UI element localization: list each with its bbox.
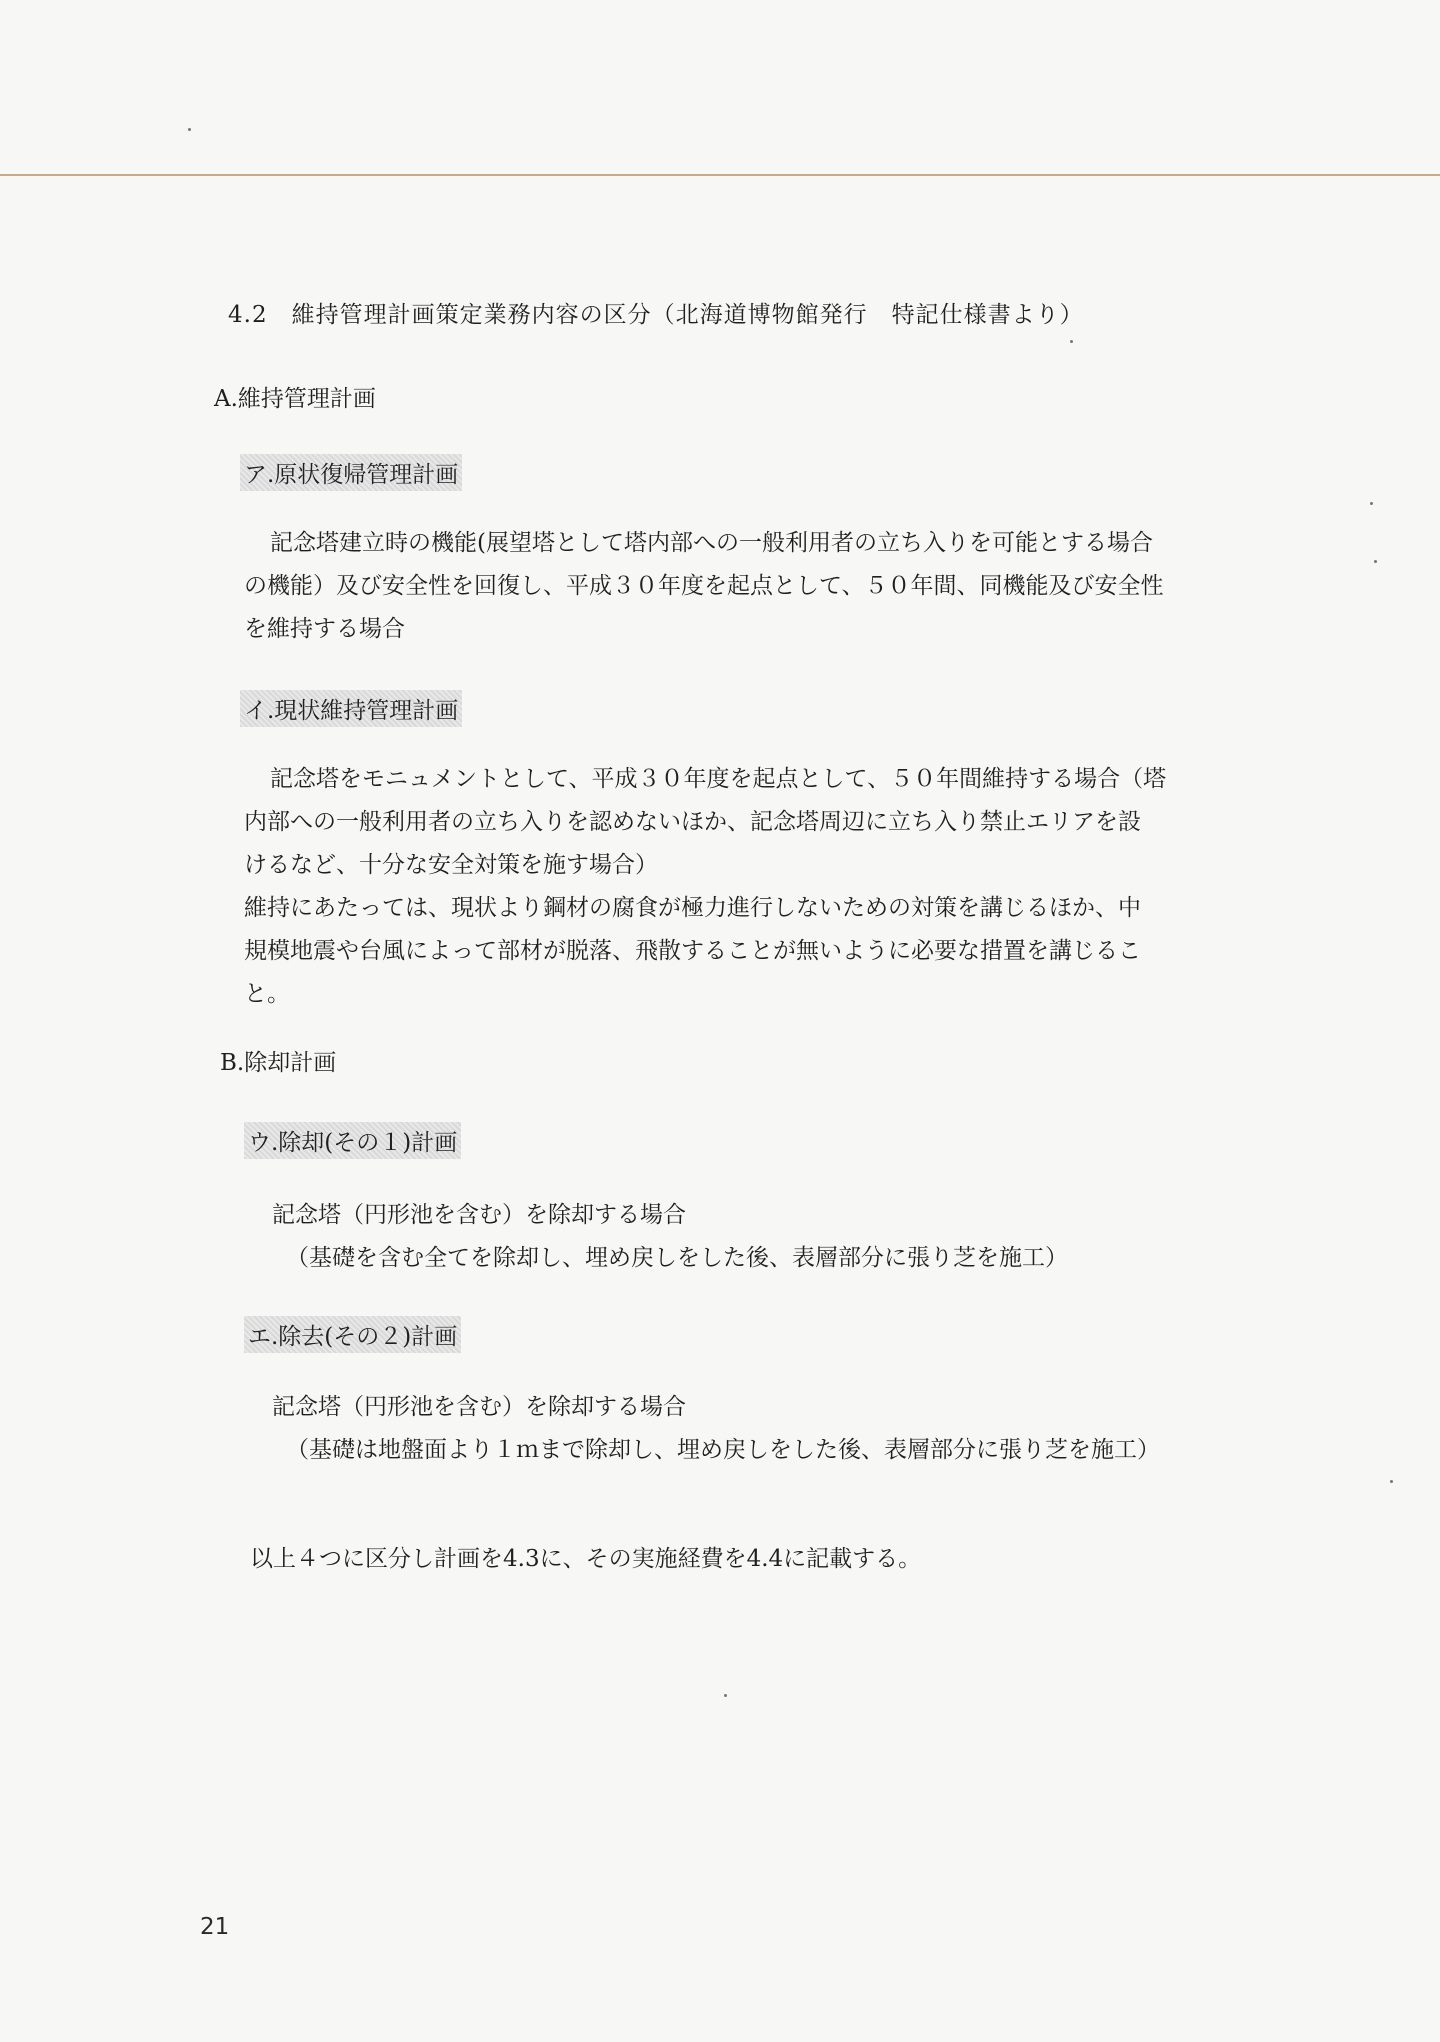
subsection-b1-body xyxy=(272,1194,1232,1280)
top-rule xyxy=(0,174,1440,176)
paragraph-line: 記念塔建立時の機能(展望塔として塔内部への一般利用者の立ち入りを可能とする場合 xyxy=(270,530,1153,556)
subsection-a2-title: イ.現状維持管理計画 xyxy=(240,690,462,727)
scan-speck xyxy=(724,1694,727,1697)
summary-text: 以上４つに区分し計画を4.3に、その実施経費を4.4に記載する。 xyxy=(250,1546,922,1572)
section-b-title: B.除却計画 xyxy=(220,1050,337,1076)
scan-speck xyxy=(1370,502,1373,505)
subsection-a1-body xyxy=(244,522,1204,651)
section-heading: 4.2 維持管理計画策定業務内容の区分（北海道博物館発行 特記仕様書より） xyxy=(228,302,1084,328)
subsection-b2-body xyxy=(272,1386,1232,1472)
page-number: 21 xyxy=(200,1914,230,1940)
paragraph-line: （基礎を含む全てを除却し、埋め戻しをした後、表層部分に張り芝を施工） xyxy=(286,1245,1068,1271)
paragraph-line: 記念塔（円形池を含む）を除却する場合 xyxy=(272,1394,686,1420)
paragraph-line: の機能）及び安全性を回復し、平成３０年度を起点として、５０年間、同機能及び安全性 xyxy=(244,573,1164,599)
section-a-title: A.維持管理計画 xyxy=(214,386,376,412)
paragraph-line: 維持にあたっては、現状より鋼材の腐食が極力進行しないための対策を講じるほか、中 xyxy=(244,895,1141,921)
paragraph-line: けるなど、十分な安全対策を施す場合） xyxy=(244,852,658,878)
paragraph-line: 記念塔（円形池を含む）を除却する場合 xyxy=(272,1202,686,1228)
scan-speck xyxy=(1374,560,1377,563)
paragraph-line: 規模地震や台風によって部材が脱落、飛散することが無いように必要な措置を講じるこ xyxy=(244,938,1141,964)
scan-speck xyxy=(1070,340,1073,343)
subsection-b2-title: エ.除去(その２)計画 xyxy=(244,1316,461,1353)
paragraph-line: 記念塔をモニュメントとして、平成３０年度を起点として、５０年間維持する場合（塔 xyxy=(270,766,1167,792)
scan-speck xyxy=(1390,1480,1393,1483)
subsection-a1-title: ア.原状復帰管理計画 xyxy=(240,454,462,491)
subsection-b1-title: ウ.除却(その１)計画 xyxy=(244,1122,461,1159)
scan-speck xyxy=(188,128,191,131)
paragraph-line: 内部への一般利用者の立ち入りを認めないほか、記念塔周辺に立ち入り禁止エリアを設 xyxy=(244,809,1141,835)
paragraph-line: を維持する場合 xyxy=(244,616,405,642)
paragraph-line: （基礎は地盤面より１ｍまで除却し、埋め戻しをした後、表層部分に張り芝を施工） xyxy=(286,1437,1160,1463)
subsection-a2-body xyxy=(244,758,1204,1016)
paragraph-line: と。 xyxy=(244,981,290,1007)
